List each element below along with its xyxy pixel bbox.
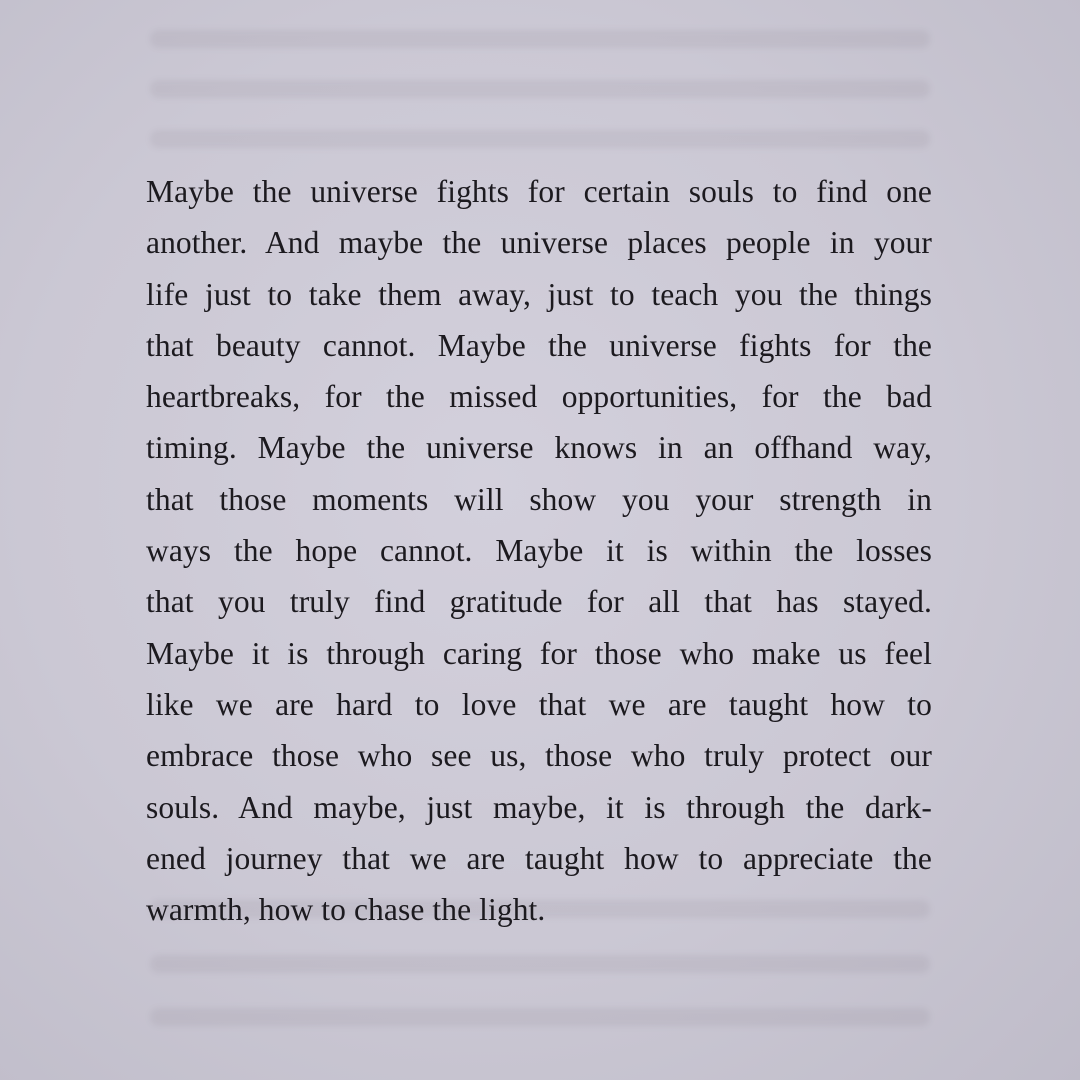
bleed-through-line: [150, 1008, 930, 1026]
bleed-through-line: [150, 30, 930, 48]
passage-line: heartbreaks, for the missed opportunities, for the bad: [146, 379, 932, 415]
passage-line: warmth, how to chase the light.: [146, 892, 546, 928]
passage-line: another. And maybe the universe places people in your: [146, 225, 932, 261]
passage-line: that beauty cannot. Maybe the universe fights for the: [146, 327, 932, 363]
passage-line: Maybe it is through caring for those who make us feel: [146, 635, 932, 671]
passage-line: life just to take them away, just to teach you the things: [146, 276, 932, 312]
passage-line: ened journey that we are taught how to appreciate the: [146, 840, 932, 876]
passage-line: that you truly find gratitude for all that has stayed.: [146, 584, 932, 620]
bleed-through-line: [150, 80, 930, 98]
passage-line: that those moments will show you your strength in: [146, 481, 932, 517]
passage-line: souls. And maybe, just maybe, it is through the dark-: [146, 789, 932, 825]
passage-line: embrace those who see us, those who truly protect our: [146, 738, 932, 774]
passage-line: like we are hard to love that we are taught how to: [146, 686, 932, 722]
passage: [146, 166, 932, 935]
passage-line: ways the hope cannot. Maybe it is within the losses: [146, 533, 932, 569]
passage-line: timing. Maybe the universe knows in an offhand way,: [146, 430, 932, 466]
passage-line: Maybe the universe fights for certain souls to find one: [146, 174, 932, 209]
bleed-through-line: [150, 130, 930, 148]
bleed-through-line: [150, 955, 930, 973]
